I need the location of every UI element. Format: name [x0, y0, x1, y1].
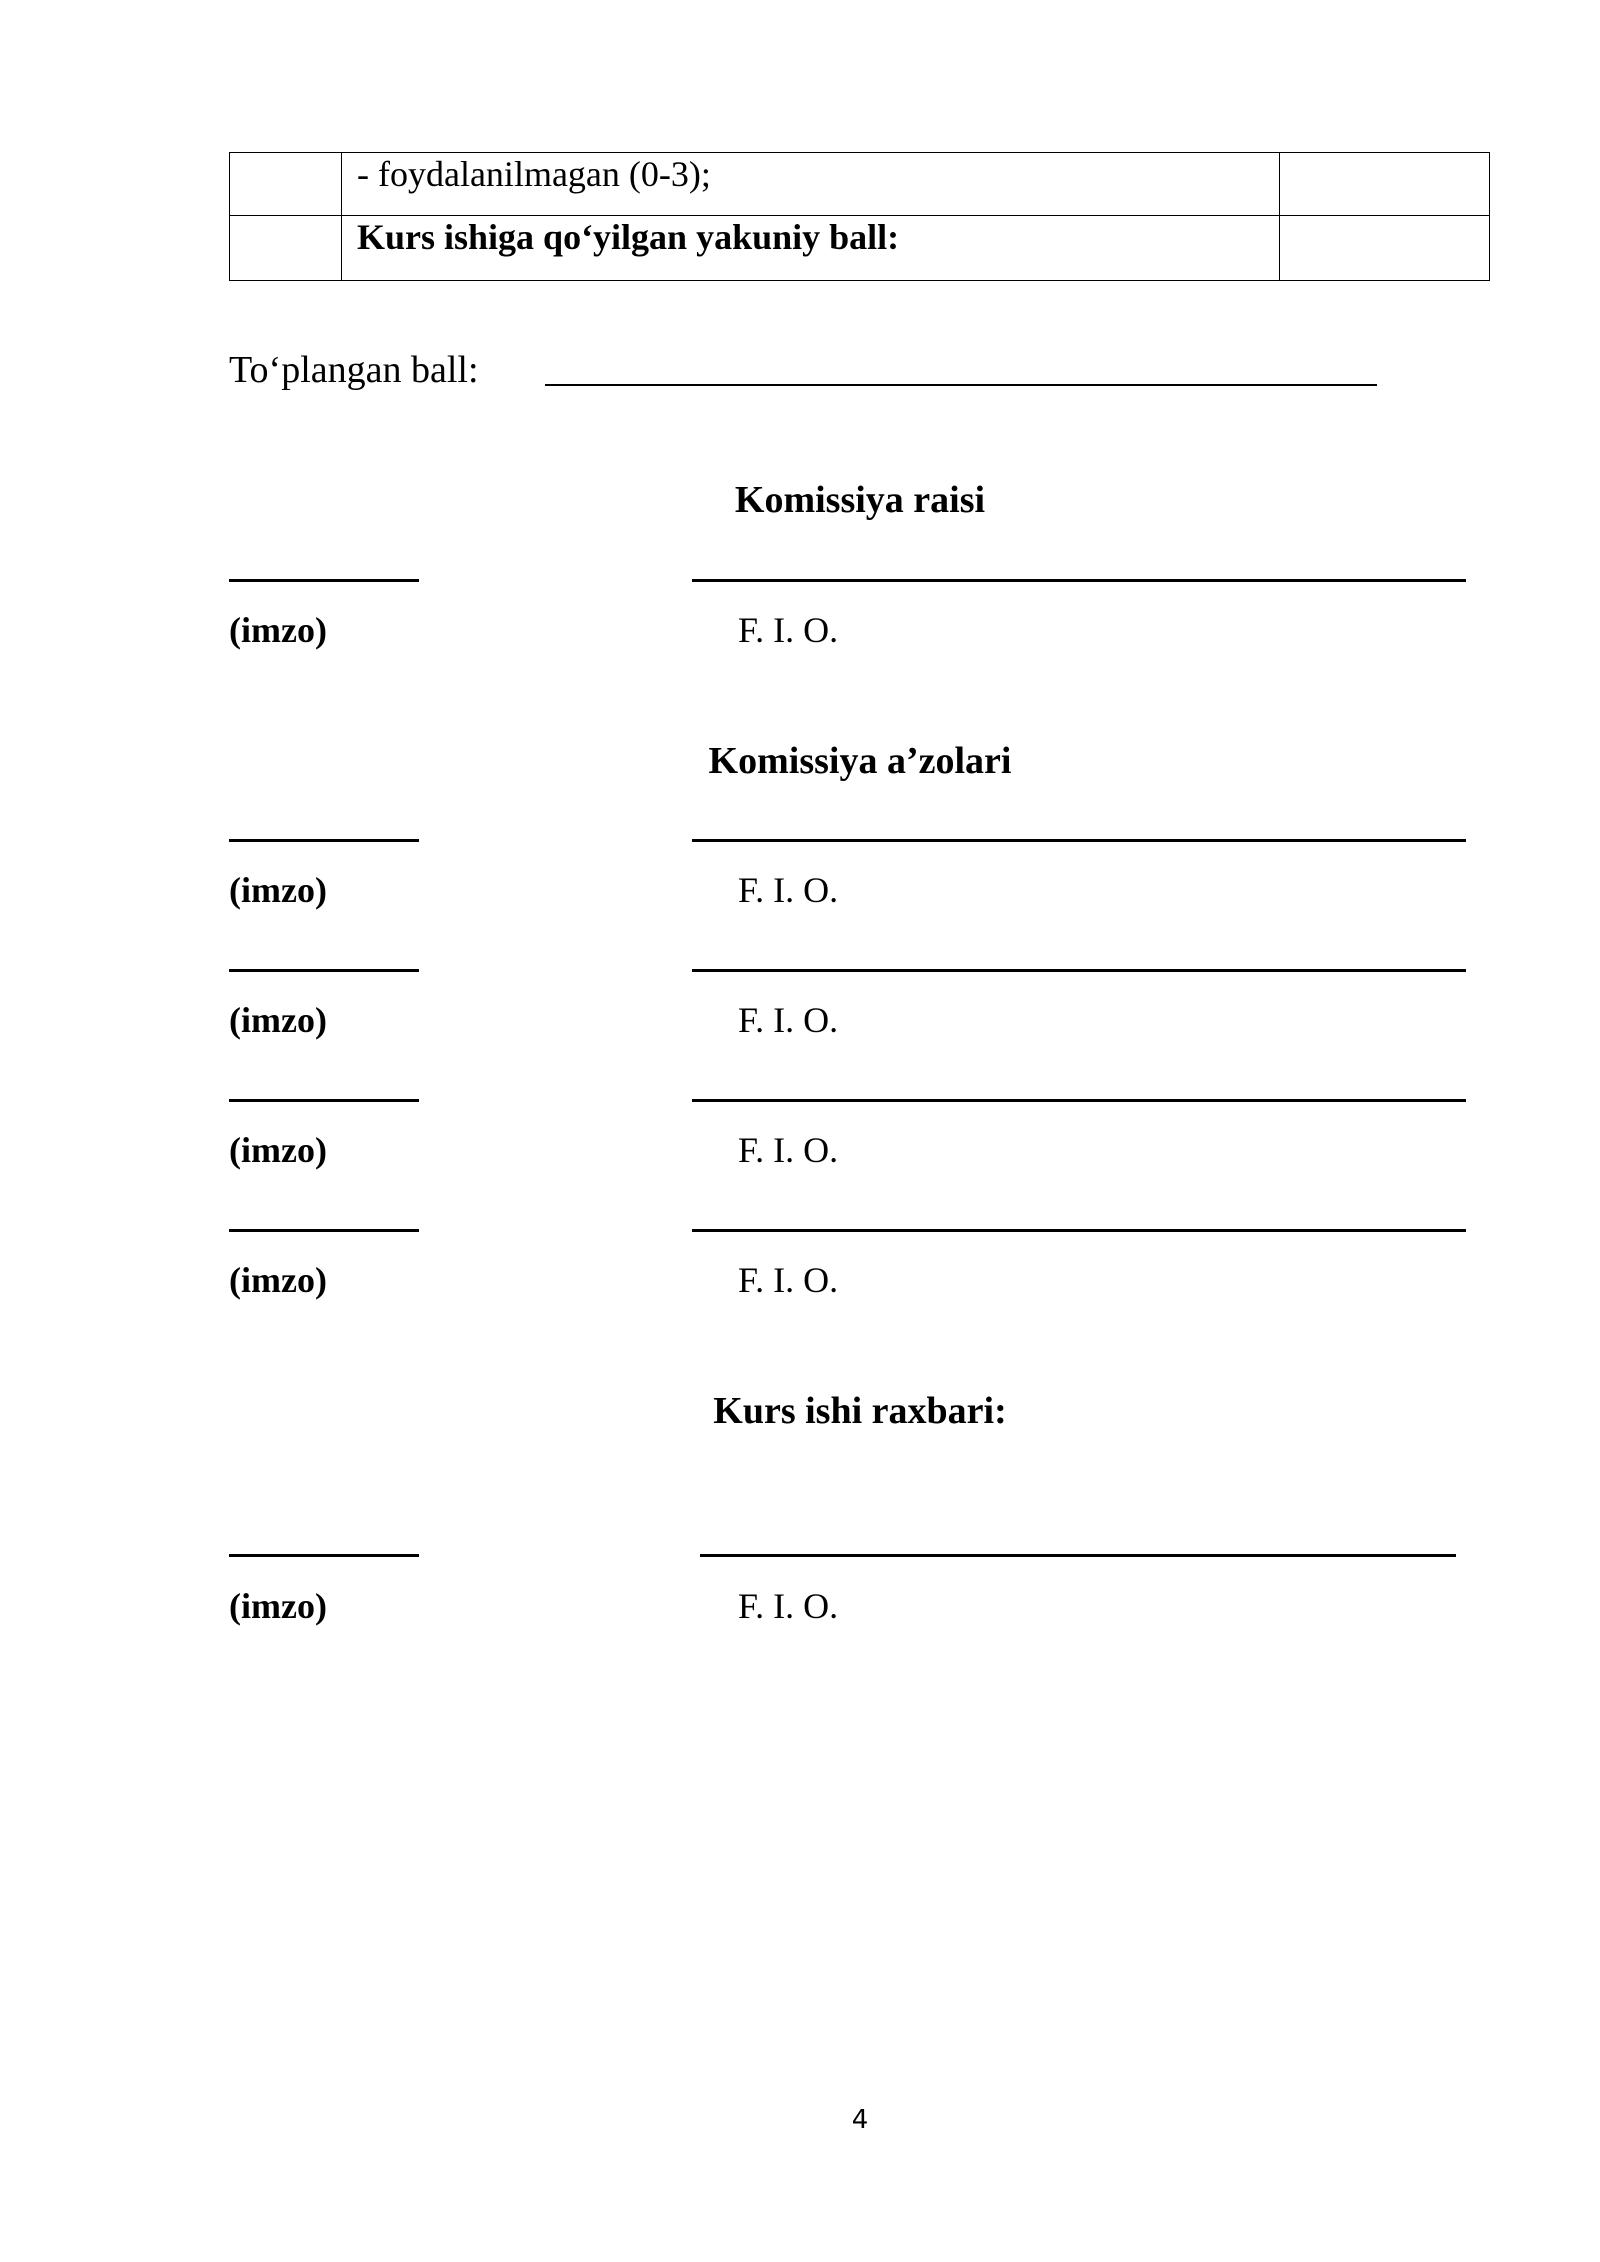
name-line	[692, 839, 1466, 842]
signature-label: (imzo)	[229, 1260, 327, 1300]
chairman-title: Komissiya raisi	[734, 479, 986, 521]
name-line	[692, 1099, 1466, 1102]
table-row	[230, 153, 1490, 216]
supervisor-title: Kurs ishi raxbari:	[713, 1390, 1007, 1432]
name-label: F. I. O.	[738, 610, 839, 650]
name-label: F. I. O.	[738, 1130, 839, 1170]
signature-line	[229, 579, 419, 582]
members-title: Komissiya a’zolari	[708, 740, 1012, 782]
final-score-cell	[1280, 216, 1490, 281]
row-number-cell	[230, 216, 342, 281]
signature-line	[229, 1099, 419, 1102]
signature-label: (imzo)	[229, 1000, 327, 1040]
name-label: F. I. O.	[738, 1000, 839, 1040]
signature-label: (imzo)	[229, 1130, 327, 1170]
page-number: 4	[851, 2105, 869, 2135]
signature-label: (imzo)	[229, 610, 327, 650]
total-score-label: To‘plangan ball:	[229, 349, 479, 391]
name-label: F. I. O.	[738, 870, 839, 910]
criterion-cell: - foydalanilmagan (0-3);	[342, 153, 1280, 216]
name-line	[700, 1554, 1456, 1557]
name-line	[692, 579, 1466, 582]
name-line	[692, 1229, 1466, 1232]
name-line	[692, 969, 1466, 972]
score-cell	[1280, 153, 1490, 216]
total-score-line	[545, 384, 1377, 386]
final-score-label-cell: Kurs ishiga qo‘yilgan yakuniy ball:	[342, 216, 1280, 281]
name-label: F. I. O.	[738, 1260, 839, 1300]
signature-line	[229, 839, 419, 842]
score-table	[229, 152, 1490, 281]
signature-line	[229, 969, 419, 972]
signature-label: (imzo)	[229, 1586, 327, 1626]
row-number-cell	[230, 153, 342, 216]
name-label: F. I. O.	[738, 1586, 839, 1626]
signature-line	[229, 1229, 419, 1232]
table-row	[230, 216, 1490, 281]
signature-line	[229, 1554, 419, 1557]
signature-label: (imzo)	[229, 870, 327, 910]
